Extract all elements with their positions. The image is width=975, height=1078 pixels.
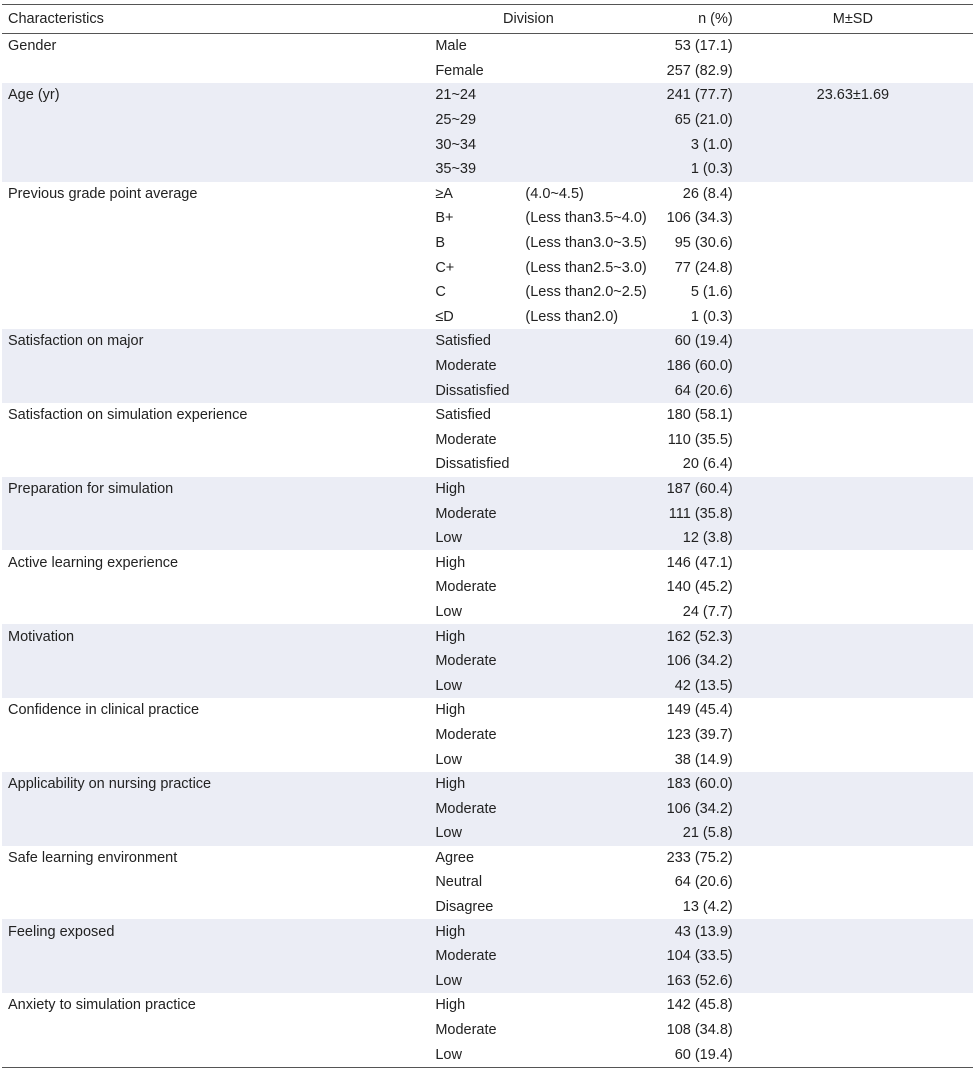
division-range-cell [525, 526, 621, 551]
division-cell: Moderate [429, 354, 525, 379]
characteristic-label [2, 1018, 429, 1043]
characteristic-label: Motivation [2, 624, 429, 649]
division-range-cell: (Less than2.0) [525, 308, 619, 325]
n-percent-cell: 24 (7.7) [682, 603, 733, 620]
n-percent-cell: 106 (34.2) [621, 796, 732, 821]
characteristic-label [2, 649, 429, 674]
n-percent-cell: 241 (77.7) [621, 83, 732, 108]
characteristic-label [2, 280, 429, 305]
n-percent-cell: 77 (24.8) [674, 259, 733, 276]
table-row [2, 969, 973, 994]
characteristic-label [2, 501, 429, 526]
division-cell: High [429, 919, 525, 944]
header-division: Division [429, 5, 621, 34]
n-percent-cell: 111 (35.8) [621, 501, 732, 526]
table-row [2, 354, 973, 379]
division-cell: ≥A [435, 185, 453, 202]
division-range-cell: (4.0~4.5) [525, 185, 584, 202]
n-percent-cell: 108 (34.8) [666, 1022, 733, 1039]
table-row [2, 723, 973, 748]
n-percent-cell: 20 (6.4) [682, 456, 733, 473]
division-range-cell: (Less than2.5~3.0) [525, 259, 647, 276]
characteristic-label: Satisfaction on major [2, 329, 429, 354]
characteristic-label: Anxiety to simulation practice [8, 997, 196, 1014]
table-row [2, 796, 973, 821]
mean-sd-cell [733, 526, 973, 551]
characteristics-table-container [2, 0, 973, 1068]
characteristic-label: Active learning experience [8, 554, 179, 571]
n-percent-cell: 180 (58.1) [666, 407, 733, 424]
n-percent-cell: 60 (19.4) [621, 329, 732, 354]
mean-sd-cell [733, 624, 973, 649]
mean-sd-cell [733, 231, 973, 256]
n-percent-cell: 233 (75.2) [666, 849, 733, 866]
n-percent-cell: 123 (39.7) [666, 726, 733, 743]
division-range-cell [525, 378, 621, 403]
n-percent-cell: 106 (34.2) [621, 649, 732, 674]
table-row [2, 870, 973, 895]
characteristic-label: Confidence in clinical practice [8, 702, 200, 719]
division-cell: B+ [435, 210, 454, 227]
division-cell: Moderate [429, 501, 525, 526]
division-cell: Moderate [435, 579, 497, 596]
table-row [2, 501, 973, 526]
characteristic-label: Satisfaction on simulation experience [8, 407, 248, 424]
table-row [2, 477, 973, 502]
mean-sd-cell [733, 846, 973, 871]
mean-sd-cell [733, 452, 973, 477]
mean-sd-cell [733, 1042, 973, 1067]
table-row [2, 526, 973, 551]
division-range-cell [525, 673, 621, 698]
n-percent-cell: 65 (21.0) [621, 108, 732, 133]
characteristic-label: Feeling exposed [2, 919, 429, 944]
mean-sd-cell [733, 206, 973, 231]
n-percent-cell: 53 (17.1) [674, 38, 733, 55]
division-cell: Agree [435, 849, 475, 866]
table-row [2, 895, 973, 920]
division-range-cell [525, 821, 621, 846]
n-percent-cell: 60 (19.4) [621, 1042, 732, 1067]
division-cell: Low [435, 603, 462, 620]
characteristic-label [2, 132, 429, 157]
characteristic-label [2, 969, 429, 994]
mean-sd-cell [733, 329, 973, 354]
division-cell: Satisfied [429, 329, 525, 354]
n-percent-cell: 5 (1.6) [690, 284, 733, 301]
mean-sd-cell [733, 772, 973, 797]
mean-sd-cell [733, 403, 973, 428]
characteristic-label [2, 452, 429, 477]
header-row [2, 5, 973, 34]
mean-sd-cell [733, 698, 973, 723]
division-cell: C+ [435, 259, 455, 276]
n-percent-cell: 12 (3.8) [621, 526, 732, 551]
n-percent-cell: 162 (52.3) [621, 624, 732, 649]
division-range-cell [525, 1042, 621, 1067]
division-range-cell [525, 600, 621, 625]
division-cell: B [435, 235, 445, 252]
division-cell: C [435, 284, 446, 301]
characteristic-label [2, 157, 429, 182]
n-percent-cell: 183 (60.0) [621, 772, 732, 797]
mean-sd-cell [733, 747, 973, 772]
division-cell: Dissatisfied [435, 456, 510, 473]
table-row [2, 329, 973, 354]
division-cell: Disagree [435, 899, 494, 916]
division-cell: Moderate [429, 944, 525, 969]
n-percent-cell: 163 (52.6) [621, 969, 732, 994]
characteristic-label [2, 944, 429, 969]
division-cell: Neutral [435, 874, 483, 891]
mean-sd-cell [733, 895, 973, 920]
table-row [2, 231, 973, 256]
n-percent-cell: 3 (1.0) [621, 132, 732, 157]
division-range-cell [525, 157, 621, 182]
n-percent-cell: 110 (35.5) [667, 431, 733, 448]
n-percent-cell: 142 (45.8) [666, 997, 733, 1014]
characteristic-label: Applicability on nursing practice [2, 772, 429, 797]
table-row [2, 206, 973, 231]
n-percent-cell: 95 (30.6) [674, 235, 733, 252]
header-characteristics: Characteristics [2, 5, 429, 34]
division-range-cell [525, 329, 621, 354]
table-row [2, 403, 973, 428]
characteristic-label [2, 305, 429, 330]
division-cell: Low [429, 821, 525, 846]
division-cell: High [435, 702, 466, 719]
division-range-cell [525, 747, 621, 772]
division-range-cell [525, 108, 621, 133]
division-range-cell [525, 132, 621, 157]
n-percent-cell: 21 (5.8) [621, 821, 732, 846]
division-cell: 25~29 [429, 108, 525, 133]
characteristic-label: Preparation for simulation [2, 477, 429, 502]
n-percent-cell: 1 (0.3) [690, 308, 733, 325]
n-percent-cell: 104 (33.5) [621, 944, 732, 969]
mean-sd-cell [733, 477, 973, 502]
table-row [2, 1042, 973, 1067]
n-percent-cell: 146 (47.1) [666, 554, 733, 571]
characteristic-label [2, 231, 429, 256]
characteristic-label [2, 575, 429, 600]
table-row [2, 59, 973, 84]
division-cell: Low [429, 969, 525, 994]
n-percent-cell: 257 (82.9) [666, 62, 733, 79]
division-cell: Low [429, 526, 525, 551]
table-row [2, 575, 973, 600]
n-percent-cell: 42 (13.5) [621, 673, 732, 698]
division-cell: Female [435, 62, 484, 79]
characteristic-label [2, 59, 429, 84]
division-range-cell [525, 919, 621, 944]
mean-sd-cell [733, 1018, 973, 1043]
characteristic-label [2, 378, 429, 403]
division-cell: ≤D [435, 308, 454, 325]
division-cell: Moderate [435, 726, 497, 743]
characteristic-label: Age (yr) [2, 83, 429, 108]
characteristic-label [2, 895, 429, 920]
table-row [2, 821, 973, 846]
division-cell: Dissatisfied [429, 378, 525, 403]
table-row [2, 280, 973, 305]
mean-sd-cell [733, 428, 973, 453]
characteristic-label [2, 821, 429, 846]
division-range-cell [525, 34, 621, 59]
division-range-cell [525, 944, 621, 969]
mean-sd-cell [733, 649, 973, 674]
table-row [2, 255, 973, 280]
table-row [2, 649, 973, 674]
division-range-cell [525, 969, 621, 994]
division-cell: Moderate [435, 431, 497, 448]
table-header [2, 5, 973, 34]
mean-sd-cell [733, 600, 973, 625]
division-range-cell: (Less than3.0~3.5) [525, 235, 647, 252]
n-percent-cell: 187 (60.4) [621, 477, 732, 502]
division-range-cell [525, 354, 621, 379]
header-n-percent: n (%) [621, 5, 732, 34]
mean-sd-cell [733, 993, 973, 1018]
division-range-cell [525, 550, 621, 575]
division-cell: High [429, 477, 525, 502]
division-cell: Moderate [435, 1022, 497, 1039]
table-row [2, 182, 973, 207]
table-body [2, 34, 973, 1068]
division-range-cell [525, 796, 621, 821]
header-mean-sd: M±SD [733, 5, 973, 34]
division-range-cell [525, 649, 621, 674]
division-cell: Moderate [429, 796, 525, 821]
division-cell: Moderate [429, 649, 525, 674]
n-percent-cell: 13 (4.2) [682, 899, 733, 916]
characteristic-label [2, 723, 429, 748]
division-range-cell [525, 624, 621, 649]
division-range-cell [525, 477, 621, 502]
table-row [2, 993, 973, 1018]
mean-sd-cell [733, 723, 973, 748]
characteristic-label [2, 526, 429, 551]
characteristic-label [2, 673, 429, 698]
n-percent-cell: 149 (45.4) [666, 702, 733, 719]
division-range-cell [525, 575, 621, 600]
characteristic-label: Gender [8, 38, 57, 55]
characteristic-label [2, 796, 429, 821]
mean-sd-cell [733, 182, 973, 207]
table-row [2, 428, 973, 453]
table-row [2, 452, 973, 477]
division-cell: High [435, 997, 466, 1014]
characteristic-label [2, 600, 429, 625]
mean-sd-cell [733, 919, 973, 944]
mean-sd-cell [733, 575, 973, 600]
table-row [2, 919, 973, 944]
mean-sd-cell [733, 305, 973, 330]
mean-sd-cell [733, 673, 973, 698]
table-row [2, 772, 973, 797]
division-cell: High [429, 772, 525, 797]
n-percent-cell: 64 (20.6) [621, 378, 732, 403]
n-percent-cell: 106 (34.3) [666, 210, 733, 227]
mean-sd-cell [733, 255, 973, 280]
mean-sd-cell [733, 354, 973, 379]
table-row [2, 305, 973, 330]
n-percent-cell: 186 (60.0) [621, 354, 732, 379]
table-row [2, 378, 973, 403]
n-percent-cell: 43 (13.9) [621, 919, 732, 944]
characteristic-label [2, 108, 429, 133]
table-row [2, 698, 973, 723]
division-cell: Male [435, 38, 467, 55]
characteristic-label [2, 428, 429, 453]
table-row [2, 83, 973, 108]
table-row [2, 624, 973, 649]
table-row [2, 132, 973, 157]
division-cell: High [429, 624, 525, 649]
characteristic-label: Previous grade point average [8, 185, 198, 202]
table-row [2, 157, 973, 182]
division-cell: Low [429, 1042, 525, 1067]
division-range-cell [525, 698, 621, 723]
table-row [2, 747, 973, 772]
n-percent-cell: 1 (0.3) [621, 157, 732, 182]
division-cell: 21~24 [429, 83, 525, 108]
division-range-cell [525, 452, 621, 477]
division-range-cell: (Less than2.0~2.5) [525, 284, 647, 301]
division-range-cell [525, 501, 621, 526]
table-row [2, 550, 973, 575]
division-cell: Satisfied [435, 407, 491, 424]
division-cell: Low [435, 751, 462, 768]
characteristic-label [2, 1042, 429, 1067]
characteristics-table [2, 4, 973, 1068]
n-percent-cell: 140 (45.2) [666, 579, 733, 596]
mean-sd-cell [733, 870, 973, 895]
characteristic-label [2, 255, 429, 280]
division-range-cell [525, 83, 621, 108]
table-row [2, 673, 973, 698]
mean-sd-cell [733, 132, 973, 157]
table-row [2, 600, 973, 625]
division-range-cell [525, 846, 621, 871]
division-range-cell [525, 870, 621, 895]
mean-sd-cell [733, 501, 973, 526]
characteristic-label [2, 870, 429, 895]
mean-sd-cell: 23.63±1.69 [733, 83, 973, 108]
table-row [2, 1018, 973, 1043]
n-percent-cell: 64 (20.6) [674, 874, 733, 891]
division-cell: High [435, 554, 466, 571]
table-row [2, 944, 973, 969]
division-range-cell [525, 59, 621, 84]
division-cell: 30~34 [429, 132, 525, 157]
mean-sd-cell [733, 821, 973, 846]
n-percent-cell: 26 (8.4) [682, 185, 733, 202]
mean-sd-cell [733, 550, 973, 575]
table-row [2, 846, 973, 871]
mean-sd-cell [733, 280, 973, 305]
table-row [2, 108, 973, 133]
division-range-cell [525, 895, 621, 920]
mean-sd-cell [733, 944, 973, 969]
characteristic-label [2, 747, 429, 772]
mean-sd-cell [733, 157, 973, 182]
division-range-cell [525, 403, 621, 428]
characteristic-label [2, 206, 429, 231]
n-percent-cell: 38 (14.9) [674, 751, 733, 768]
mean-sd-cell [733, 34, 973, 59]
characteristic-label: Safe learning environment [8, 849, 178, 866]
mean-sd-cell [733, 378, 973, 403]
division-range-cell [525, 428, 621, 453]
mean-sd-cell [733, 108, 973, 133]
division-range-cell [525, 772, 621, 797]
mean-sd-cell [733, 59, 973, 84]
division-range-cell: (Less than3.5~4.0) [525, 210, 647, 227]
division-range-cell [525, 1018, 621, 1043]
division-range-cell [525, 993, 621, 1018]
division-cell: Low [429, 673, 525, 698]
division-range-cell [525, 723, 621, 748]
division-cell: 35~39 [429, 157, 525, 182]
mean-sd-cell [733, 796, 973, 821]
characteristic-label [2, 354, 429, 379]
mean-sd-cell [733, 969, 973, 994]
table-row [2, 34, 973, 59]
